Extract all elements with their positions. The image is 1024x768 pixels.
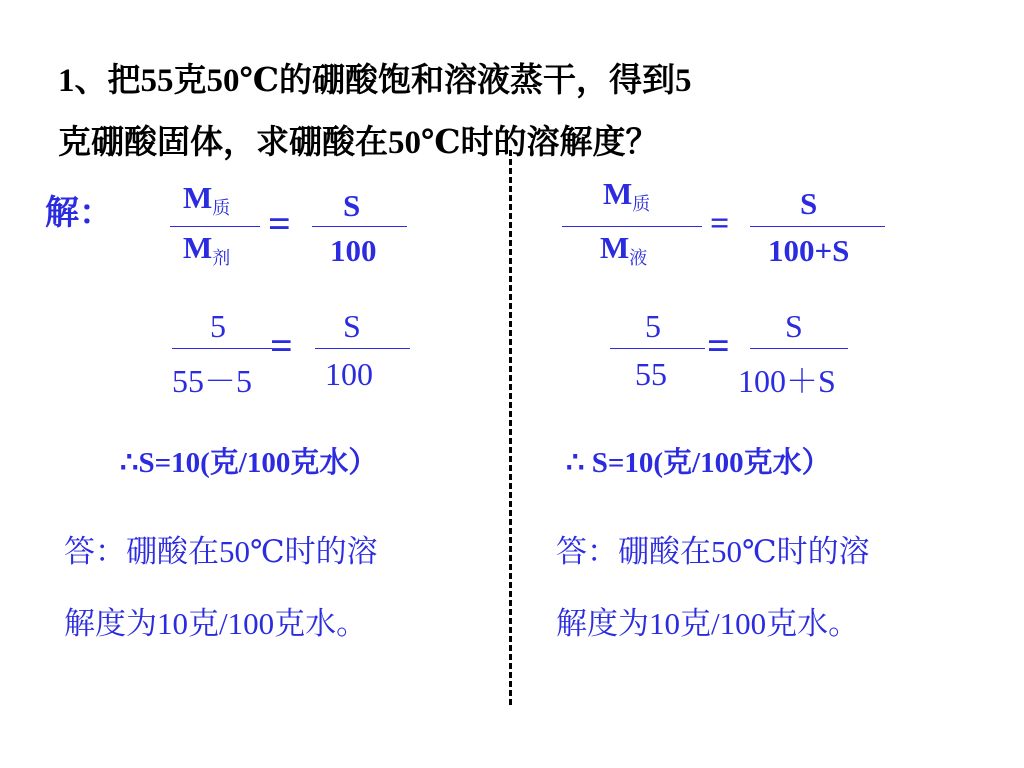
left-answer-line-2: 解度为10克/100克水。 <box>64 606 368 641</box>
denominator-subscript: 液 <box>629 248 648 268</box>
left-formula-numerator <box>183 180 230 220</box>
right-result: ∴ S=10(克/100克水） <box>566 447 831 479</box>
right-formula-rhs-fraction-bar <box>750 226 885 227</box>
left-sub-fraction-bar <box>172 348 272 349</box>
right-sub-rhs-denominator: 100＋S <box>738 363 836 399</box>
problem-line-2: 克硼酸固体，求硼酸在50℃时的溶解度？ <box>58 125 659 161</box>
left-sub-rhs-denominator: 100 <box>325 356 373 392</box>
denominator-variable: M <box>600 230 630 265</box>
problem-line-1: 1、把55克50℃的硼酸饱和溶液蒸干，得到5 <box>58 63 692 99</box>
denominator-subscript: 剂 <box>212 248 231 268</box>
left-sub-numerator: 5 <box>210 308 226 344</box>
left-sub-denominator: 55－5 <box>172 363 253 399</box>
left-formula-rhs-denominator: 100 <box>330 233 377 268</box>
left-formula-rhs-numerator: S <box>343 188 361 223</box>
numerator-variable: M <box>183 180 213 215</box>
right-sub-rhs-fraction-bar <box>750 348 848 349</box>
left-answer-line-1: 答：硼酸在50℃时的溶 <box>64 534 378 569</box>
solution-label: 解： <box>45 195 113 232</box>
right-formula-denominator <box>600 230 647 270</box>
right-formula-rhs-denominator: 100+S <box>768 233 850 268</box>
right-formula-numerator <box>603 176 650 216</box>
right-answer-line-1: 答：硼酸在50℃时的溶 <box>556 534 870 569</box>
right-sub-fraction-bar <box>610 348 705 349</box>
right-formula-fraction-bar <box>562 226 702 227</box>
left-formula-equals: = <box>268 201 291 246</box>
left-formula-rhs-fraction-bar <box>312 226 407 227</box>
numerator-variable: M <box>603 176 633 211</box>
left-sub-rhs-fraction-bar <box>315 348 410 349</box>
right-sub-numerator: 5 <box>645 308 661 344</box>
left-formula-fraction-bar <box>170 226 260 227</box>
left-answer <box>64 516 378 660</box>
right-answer <box>556 516 870 660</box>
numerator-subscript: 质 <box>632 194 651 214</box>
right-sub-denominator: 55 <box>635 356 667 392</box>
column-divider <box>509 150 512 705</box>
right-sub-equals: = <box>707 323 730 368</box>
left-formula-denominator <box>183 230 230 270</box>
denominator-variable: M <box>183 230 213 265</box>
right-answer-line-2: 解度为10克/100克水。 <box>556 606 860 641</box>
right-formula-rhs-numerator: S <box>800 186 818 221</box>
problem-statement <box>58 50 692 174</box>
left-sub-equals: = <box>270 323 293 368</box>
numerator-subscript: 质 <box>212 198 231 218</box>
left-sub-rhs-numerator: S <box>343 308 361 344</box>
right-sub-rhs-numerator: S <box>785 308 803 344</box>
left-result: ∴S=10(克/100克水） <box>120 447 378 479</box>
right-formula-equals: = <box>710 205 730 242</box>
